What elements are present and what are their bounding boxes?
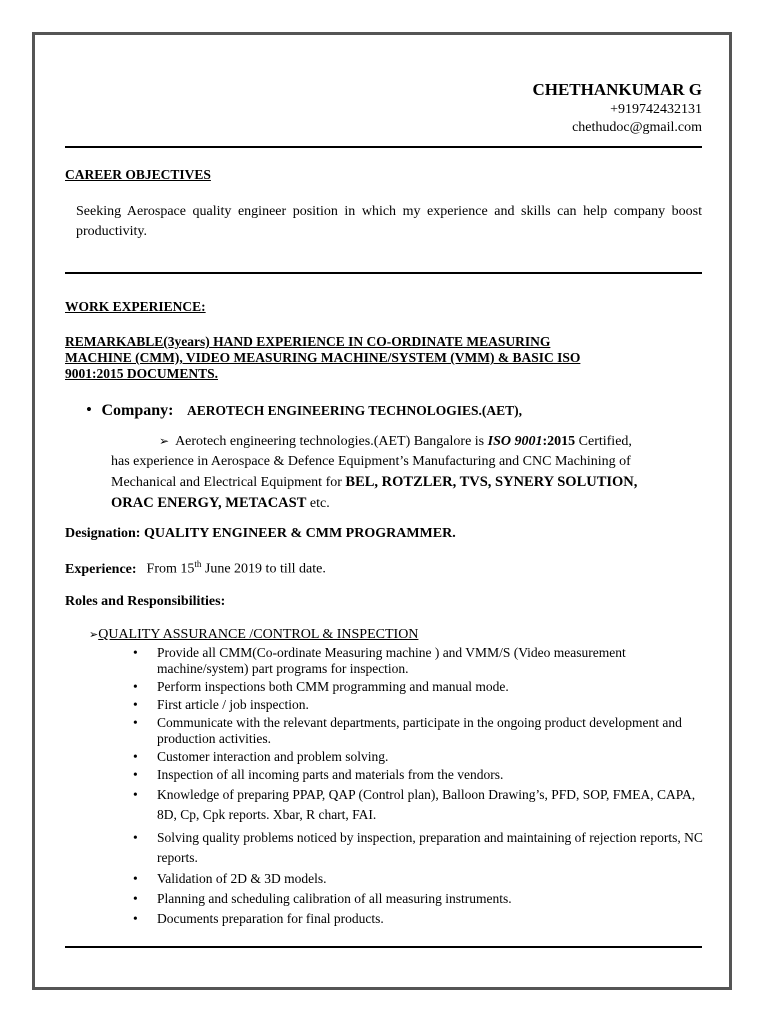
list-item	[133, 871, 713, 887]
list-item-text: Inspection of all incoming parts and materials from the vendors.	[157, 767, 504, 782]
bullet-icon: •	[133, 911, 138, 926]
designation-label: Designation:	[65, 526, 141, 541]
bullet-icon: •	[133, 749, 138, 764]
client-list: BEL, ROTZLER, TVS, SYNERY SOLUTION,	[345, 474, 638, 490]
experience-highlight-line: REMARKABLE(3years) HAND EXPERIENCE IN CO-ORDINATE MEASURING	[65, 334, 551, 349]
list-item	[133, 749, 713, 765]
description-text: Mechanical and Electrical Equipment for	[111, 475, 346, 490]
experience-highlight-line: 9001:2015 DOCUMENTS.	[65, 366, 219, 381]
bullet-icon: •	[133, 787, 138, 802]
email-address: chethudoc@gmail.com	[572, 120, 702, 135]
company-name: AEROTECH ENGINEERING TECHNOLOGIES.(AET),	[186, 403, 523, 418]
description-text: Certified,	[575, 434, 632, 449]
list-item	[133, 891, 713, 907]
qa-heading-line	[89, 627, 418, 643]
designation-line	[65, 526, 456, 542]
list-item	[133, 828, 713, 868]
description-text: etc.	[306, 496, 330, 511]
experience-text: June 2019 to till date.	[201, 561, 326, 577]
arrow-icon: ➢	[159, 434, 170, 448]
list-item	[133, 645, 713, 677]
list-item	[133, 767, 713, 783]
divider	[65, 272, 702, 274]
roles-heading: Roles and Responsibilities:	[65, 594, 226, 609]
designation-value: QUALITY ENGINEER & CMM PROGRAMMER.	[143, 526, 456, 541]
list-item-text: Documents preparation for final products.	[157, 911, 384, 926]
bullet-icon: •	[133, 679, 138, 694]
candidate-name: CHETHANKUMAR G	[532, 80, 702, 99]
list-item-text: First article / job inspection.	[157, 697, 309, 712]
list-item-text: Communicate with the relevant departments, participate in the ongoing product development and production activities.	[157, 715, 682, 746]
bullet-icon: •	[133, 645, 138, 660]
company-description-line: has experience in Aerospace & Defence Equipment’s Manufacturing and CNC Machining of	[111, 454, 631, 469]
list-item-text: Solving quality problems noticed by inspection, preparation and maintaining of rejection reports, NC reports.	[157, 830, 703, 865]
company-description-line	[111, 472, 711, 493]
experience-label: Experience:	[65, 561, 137, 577]
bullet-icon: •	[86, 400, 92, 419]
list-item-text: Perform inspections both CMM programming and manual mode.	[157, 679, 509, 694]
company-label: Company:	[101, 402, 174, 419]
company-description	[111, 431, 711, 514]
bullet-icon: •	[133, 715, 138, 730]
experience-text: From 15	[146, 561, 195, 577]
list-item	[133, 785, 713, 825]
list-item-text: Provide all CMM(Co-ordinate Measuring machine ) and VMM/S (Video measurement machine/system) part programs for inspection.	[157, 645, 626, 676]
bullet-icon: •	[133, 767, 138, 782]
company-line	[86, 400, 522, 420]
experience-highlight	[65, 334, 580, 382]
divider	[65, 946, 702, 948]
iso-year: :2015	[542, 434, 576, 449]
company-description-line	[111, 431, 711, 452]
list-item-text: Knowledge of preparing PPAP, QAP (Control plan), Balloon Drawing’s, PFD, SOP, FMEA, CAPA, 8D, Cp, Cpk reports. Xbar, R chart, FAI.	[157, 787, 696, 822]
career-objectives-heading: CAREER OBJECTIVES	[65, 167, 211, 182]
company-description-line	[111, 493, 711, 514]
list-item	[133, 715, 713, 747]
client-list: ORAC ENERGY, METACAST	[111, 495, 307, 511]
work-experience-heading: WORK EXPERIENCE:	[65, 299, 206, 314]
bullet-icon: •	[133, 891, 138, 906]
list-item-text: Customer interaction and problem solving.	[157, 749, 389, 764]
bullet-icon: •	[133, 830, 138, 845]
experience-line	[65, 559, 326, 578]
qa-heading: QUALITY ASSURANCE /CONTROL & INSPECTION	[98, 627, 419, 642]
experience-superscript: th	[194, 559, 202, 569]
responsibilities-list	[133, 645, 713, 927]
arrow-icon: ➢	[89, 629, 99, 641]
career-objectives-text: Seeking Aerospace quality engineer position in which my experience and skills can help company boost productivity.	[76, 204, 702, 239]
list-item-text: Validation of 2D & 3D models.	[157, 871, 327, 886]
list-item	[133, 679, 713, 695]
list-item-text: Planning and scheduling calibration of all measuring instruments.	[157, 891, 512, 906]
divider	[65, 146, 702, 148]
phone-number: +919742432131	[610, 102, 702, 117]
bullet-icon: •	[133, 697, 138, 712]
list-item	[133, 911, 713, 927]
description-text: Aerotech engineering technologies.(AET) Bangalore is	[175, 434, 488, 449]
experience-highlight-line: MACHINE (CMM), VIDEO MEASURING MACHINE/SYSTEM (VMM) & BASIC ISO	[65, 350, 581, 365]
bullet-icon: •	[133, 871, 138, 886]
iso-standard: ISO 9001	[487, 434, 543, 449]
list-item	[133, 697, 713, 713]
